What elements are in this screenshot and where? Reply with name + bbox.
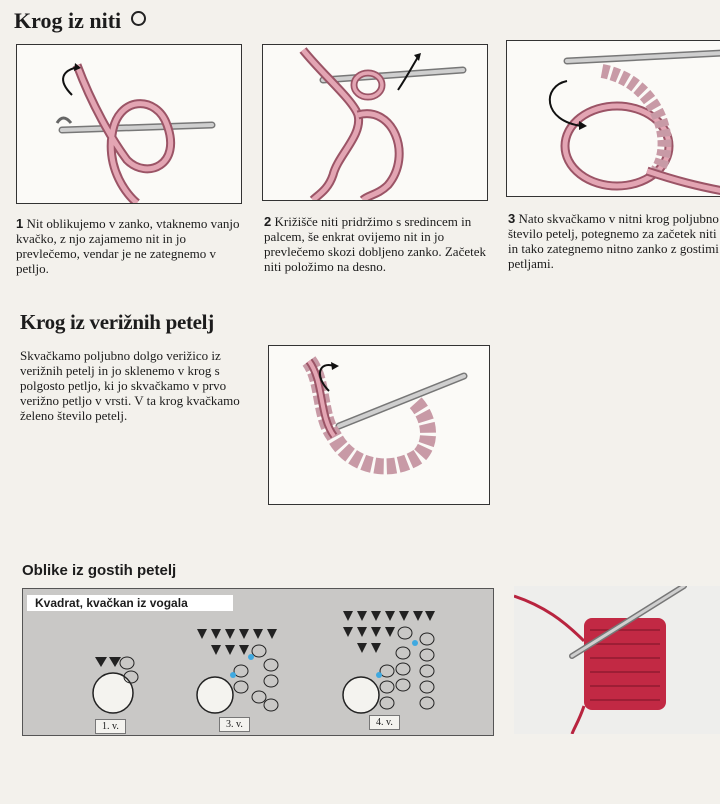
section-title-krog-iz-veriznih-petelj: Krog iz verižnih petelj <box>20 310 214 334</box>
row-label-3: 3. v. <box>219 717 250 732</box>
diagram-panel <box>22 588 494 736</box>
diagram-row-1 <box>85 651 145 717</box>
crochet-photo <box>514 586 720 734</box>
step-2-illustration <box>262 44 488 201</box>
step-1-caption: 1 Nit oblikujemo v zanko, vtaknemo vanjo kvačko, z njo zajamemo nit in jo prevlečemo, vendar je ne zategnemo v petljo. <box>16 216 240 276</box>
circle-icon <box>131 11 146 26</box>
row-label-1: 1. v. <box>95 719 126 734</box>
section-2-text: Skvačkamo poljubno dolgo verižico iz verižnih petelj in jo sklenemo v krog s polgosto petljo, ki jo skvačkamo v prvo verižno petljo v vrsti. V ta krog kvačkamo želeno število petelj. <box>20 348 240 423</box>
chain-circle-illustration <box>268 345 490 505</box>
step-3-caption: 3 Nato skvačkamo v nitni krog poljubno število petelj, potegnemo za začetek niti in tako zategnemo nitno zanko z gostimi petljami. <box>508 211 719 271</box>
step-number: 2 <box>264 214 272 229</box>
step-3-illustration <box>506 40 720 197</box>
step-2-caption: 2 Križišče niti pridržimo s sredincem in palcem, še enkrat ovijemo nit in jo prevlečemo skozi dobljeno zanko. Začetek niti položimo na desno. <box>264 214 486 274</box>
panel-label: Kvadrat, kvačkan iz vogala <box>27 595 233 611</box>
row-label-4: 4. v. <box>369 715 400 730</box>
step-number: 3 <box>508 211 516 226</box>
section-title-krog-iz-niti: Krog iz niti <box>14 8 146 34</box>
diagram-row-4 <box>339 609 439 717</box>
step-1-illustration <box>16 44 242 204</box>
step-number: 1 <box>16 216 24 231</box>
diagram-row-3 <box>193 627 283 717</box>
section-title-oblike-iz-gostih-petelj: Oblike iz gostih petelj <box>22 562 177 579</box>
